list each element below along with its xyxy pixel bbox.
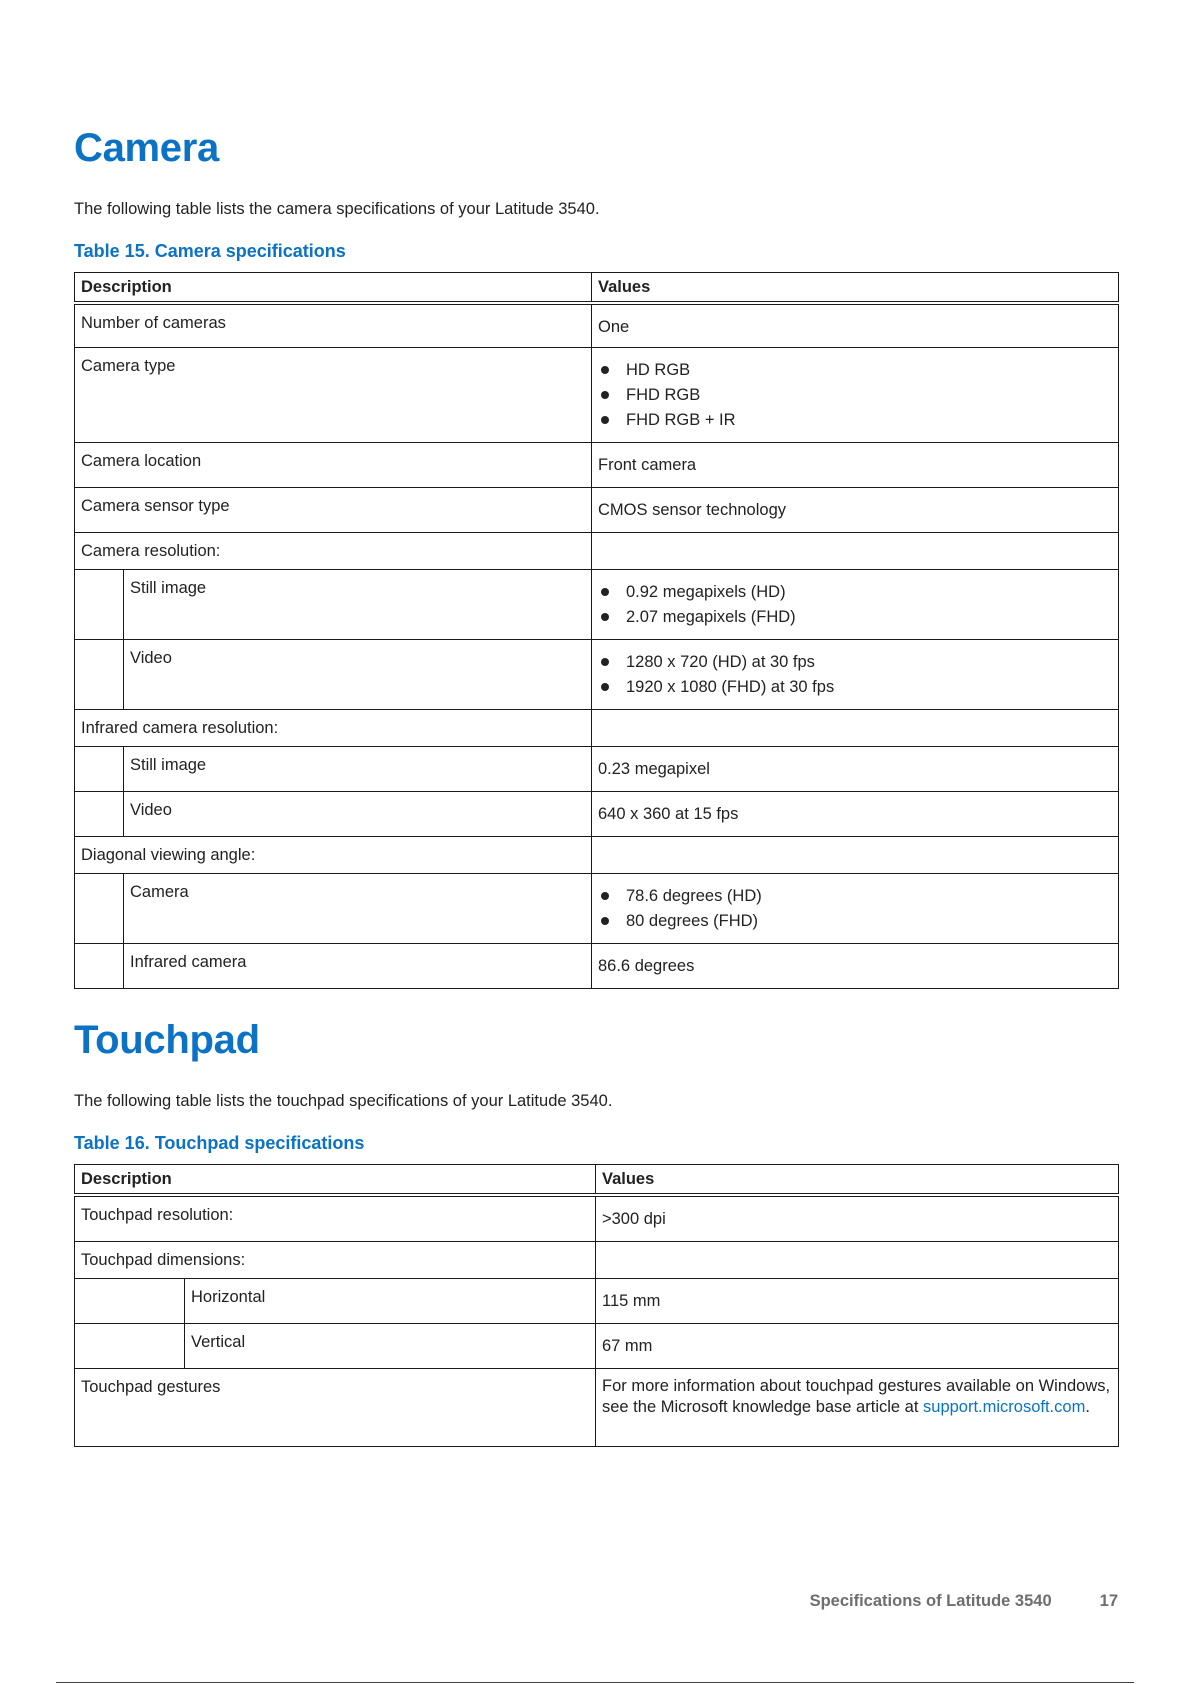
table-row: [75, 836, 1119, 873]
row-value-empty: [592, 709, 1119, 746]
table-row: [75, 943, 1119, 988]
camera-intro: The following table lists the camera specifications of your Latitude 3540.: [74, 200, 600, 218]
row-label: Diagonal viewing angle:: [75, 836, 592, 873]
list-item: FHD RGB: [598, 383, 1112, 408]
table-row: [75, 1241, 1119, 1278]
row-value-empty: [592, 836, 1119, 873]
row-label: Camera: [124, 873, 592, 943]
still-image-list: [598, 580, 1112, 630]
col-values: Values: [592, 273, 1119, 304]
row-label: Still image: [124, 569, 592, 639]
footer-rule: [56, 1682, 1134, 1683]
table-row: [75, 746, 1119, 791]
row-label: Video: [124, 791, 592, 836]
touchpad-intro: The following table lists the touchpad specifications of your Latitude 3540.: [74, 1092, 613, 1110]
table-row: [75, 1278, 1119, 1323]
row-label: Camera resolution:: [75, 532, 592, 569]
row-label: Video: [124, 639, 592, 709]
row-value: [592, 873, 1119, 943]
camera-type-list: [598, 358, 1112, 433]
row-label: Horizontal: [185, 1278, 596, 1323]
indent-cell: [75, 943, 124, 988]
list-item: FHD RGB + IR: [598, 408, 1112, 433]
table-row: [75, 639, 1119, 709]
gestures-end: .: [1085, 1397, 1090, 1416]
indent-cell: [75, 1278, 185, 1323]
table-row: [75, 1323, 1119, 1368]
row-value: 67 mm: [596, 1323, 1119, 1368]
support-link[interactable]: support.microsoft.com: [923, 1397, 1086, 1416]
row-label: Touchpad resolution:: [75, 1195, 596, 1241]
list-item: 0.92 megapixels (HD): [598, 580, 1112, 605]
camera-table-caption: Table 15. Camera specifications: [74, 241, 346, 261]
row-value: 640 x 360 at 15 fps: [592, 791, 1119, 836]
indent-cell: [75, 791, 124, 836]
table-row: [75, 873, 1119, 943]
indent-cell: [75, 746, 124, 791]
table-row: [75, 532, 1119, 569]
table-row: [75, 442, 1119, 487]
row-value: CMOS sensor technology: [592, 487, 1119, 532]
list-item: 78.6 degrees (HD): [598, 884, 1112, 909]
row-label: Touchpad gestures: [75, 1368, 596, 1446]
table-header-row: [75, 1165, 1119, 1196]
row-value: One: [592, 303, 1119, 347]
table-row: [75, 791, 1119, 836]
col-values: Values: [596, 1165, 1119, 1196]
list-item: 1280 x 720 (HD) at 30 fps: [598, 650, 1112, 675]
touchpad-spec-table: [74, 1164, 1119, 1447]
indent-cell: [75, 1323, 185, 1368]
row-value: 86.6 degrees: [592, 943, 1119, 988]
table-header-row: [75, 273, 1119, 304]
page-footer: [810, 1592, 1118, 1611]
table-row: [75, 569, 1119, 639]
indent-cell: [75, 639, 124, 709]
table-row: [75, 1368, 1119, 1446]
row-value: 0.23 megapixel: [592, 746, 1119, 791]
page-number: 17: [1099, 1592, 1118, 1610]
row-value: >300 dpi: [596, 1195, 1119, 1241]
col-description: Description: [75, 273, 592, 304]
row-value: [592, 569, 1119, 639]
row-label: Infrared camera: [124, 943, 592, 988]
gestures-text: For more information about touchpad gestures available on Windows, see the Microsoft knowledge base article at: [602, 1376, 1111, 1416]
table-row: [75, 303, 1119, 347]
list-item: 2.07 megapixels (FHD): [598, 605, 1112, 630]
camera-heading: Camera: [74, 126, 219, 170]
row-value-empty: [596, 1241, 1119, 1278]
row-label: Infrared camera resolution:: [75, 709, 592, 746]
footer-title: Specifications of Latitude 3540: [809, 1592, 1052, 1610]
list-item: HD RGB: [598, 358, 1112, 383]
row-value-empty: [592, 532, 1119, 569]
indent-cell: [75, 569, 124, 639]
table-row: [75, 487, 1119, 532]
row-value: [592, 639, 1119, 709]
row-label: Camera location: [75, 442, 592, 487]
row-value: Front camera: [592, 442, 1119, 487]
row-label: Vertical: [185, 1323, 596, 1368]
row-label: Still image: [124, 746, 592, 791]
indent-cell: [75, 873, 124, 943]
row-value: [592, 347, 1119, 442]
col-description: Description: [75, 1165, 596, 1196]
viewing-angle-list: [598, 884, 1112, 934]
row-label: Camera type: [75, 347, 592, 442]
row-value: 115 mm: [596, 1278, 1119, 1323]
row-label: Number of cameras: [75, 303, 592, 347]
row-value: [596, 1368, 1119, 1446]
video-list: [598, 650, 1112, 700]
table-row: [75, 347, 1119, 442]
list-item: 1920 x 1080 (FHD) at 30 fps: [598, 675, 1112, 700]
touchpad-table-caption: Table 16. Touchpad specifications: [74, 1133, 365, 1153]
table-row: [75, 1195, 1119, 1241]
table-row: [75, 709, 1119, 746]
row-label: Touchpad dimensions:: [75, 1241, 596, 1278]
row-label: Camera sensor type: [75, 487, 592, 532]
list-item: 80 degrees (FHD): [598, 909, 1112, 934]
camera-spec-table: [74, 272, 1119, 989]
touchpad-heading: Touchpad: [74, 1018, 260, 1062]
